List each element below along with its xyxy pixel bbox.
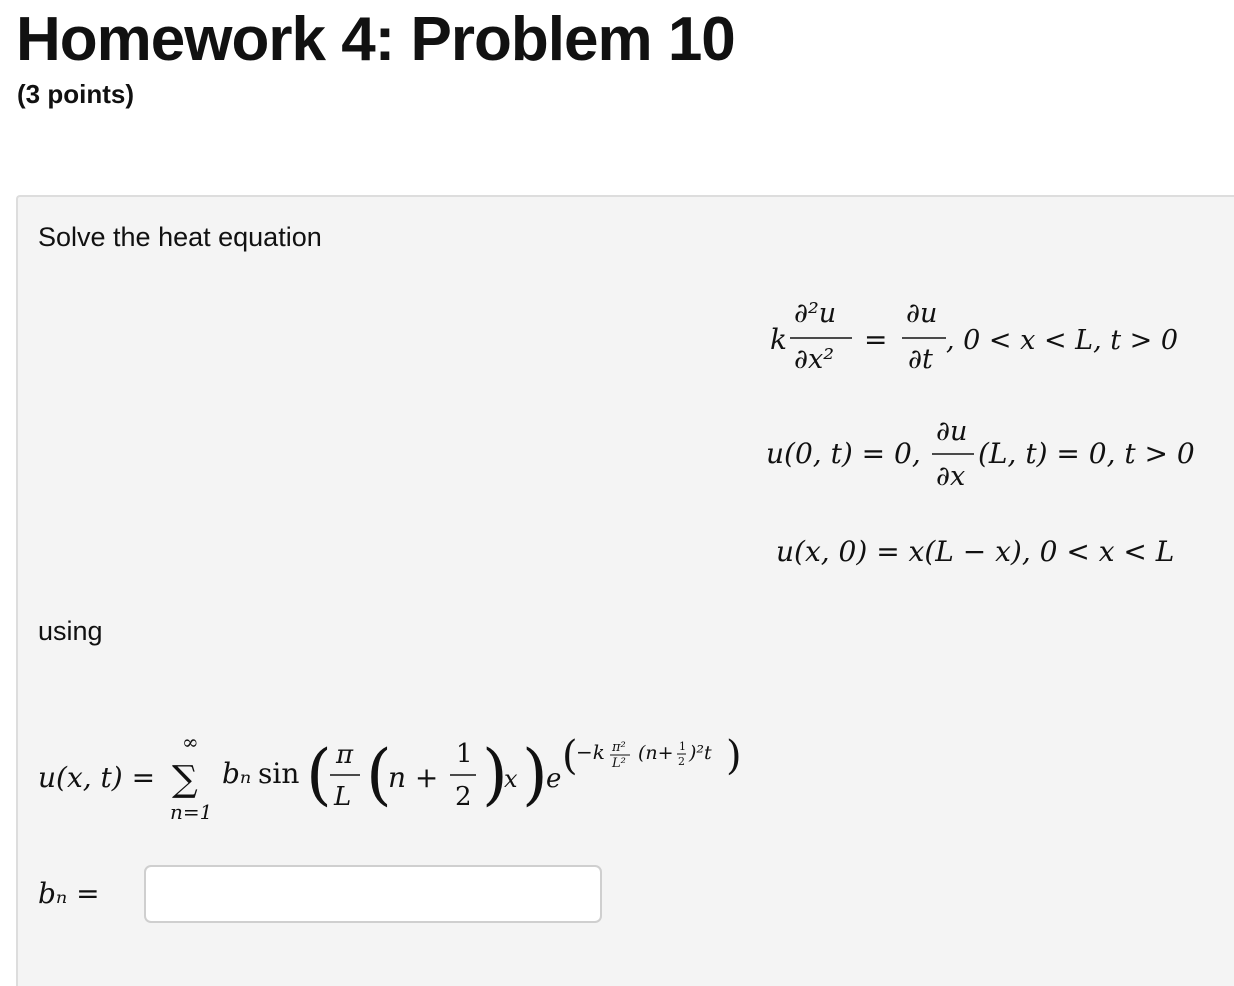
pde-dx2: ∂x²	[794, 344, 835, 375]
bn-answer-input[interactable]	[144, 865, 602, 923]
boundary-conditions	[766, 416, 1195, 492]
sum-upper-limit: ∞	[182, 730, 199, 754]
problem-intro: Solve the heat equation	[38, 222, 322, 252]
exp-half-num: 1	[679, 740, 686, 753]
sum-lower-limit: n=1	[170, 800, 213, 824]
solution-x: x	[504, 765, 518, 793]
problem-panel	[16, 195, 1234, 986]
pde-du: ∂u	[906, 298, 938, 329]
solution-coefficient: bₙ	[222, 757, 252, 790]
exp-e: e	[546, 764, 562, 794]
series-solution	[38, 730, 742, 824]
initial-condition: u(x, 0) = x(L − x), 0 < x < L	[776, 535, 1175, 568]
exp-close: )²t	[689, 742, 712, 764]
exp-pi2: π²	[612, 740, 626, 755]
exp-half-den: 2	[678, 755, 685, 768]
exp-paren-left: (	[562, 733, 578, 779]
frac-pi: π	[336, 740, 354, 770]
page-title: Homework 4: Problem 10	[16, 5, 735, 74]
exp-L2: L²	[612, 756, 626, 771]
bc-left: u(0, t) = 0,	[766, 437, 921, 470]
bc-du: ∂u	[936, 416, 968, 447]
bc-dx: ∂x	[936, 461, 966, 492]
using-label: using	[38, 616, 103, 646]
big-paren-left: (	[306, 736, 332, 813]
half-denominator: 2	[455, 782, 472, 812]
bc-right: (L, t) = 0, t > 0	[978, 437, 1195, 470]
sum-symbol: ∑	[172, 759, 198, 800]
exp-paren-right: )	[726, 733, 742, 779]
n-plus: n +	[388, 761, 439, 794]
heat-equation	[770, 298, 1178, 375]
inner-paren-left: (	[366, 736, 392, 813]
pde-dt: ∂t	[908, 344, 933, 375]
exp-n-plus: (n+	[638, 742, 674, 764]
frac-L: L	[334, 782, 352, 812]
pde-d2u: ∂²u	[794, 298, 837, 329]
answer-label: bₙ =	[38, 877, 100, 910]
sin-function: sin	[258, 757, 300, 790]
pde-k: k	[770, 323, 787, 356]
inner-paren-right: )	[482, 736, 508, 813]
pde-domain: , 0 < x < L, t > 0	[946, 325, 1179, 356]
half-numerator: 1	[456, 739, 473, 769]
exp-minus-k: −k	[576, 740, 605, 764]
pde-equals: =	[864, 323, 888, 356]
points-label: (3 points)	[17, 79, 134, 109]
solution-lhs: u(x, t) =	[38, 761, 156, 794]
big-paren-right: )	[522, 736, 548, 813]
